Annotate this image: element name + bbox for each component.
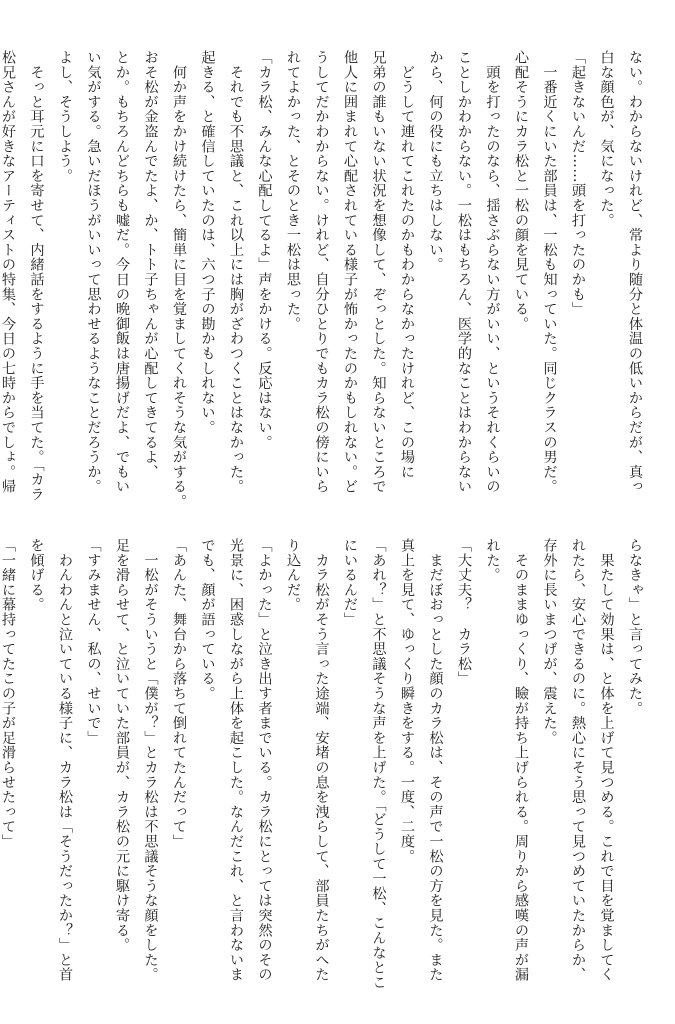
text-line: 光景に、困惑しながら上体を起こした。なんだこれ、と言わないま — [228, 538, 244, 982]
text-line: 一番近くにいた部員は、一松も知っていた。同じクラスの男だ。 — [541, 50, 558, 494]
text-line: れてよかった、とそのとき一松は思った。 — [285, 50, 301, 332]
text-line: 果たして効果は、と体を上げて見つめる。これで目を覚ましてく — [598, 538, 615, 982]
text-line: 頭を打ったのなら、揺さぶらない方がいい、というそれくらいの — [484, 50, 501, 494]
text-line: よし、そうしよう。 — [57, 50, 73, 184]
text-line: 「一緒に幕持ってたこの子が足滑らせたって」 — [0, 538, 16, 849]
text-line: 「よかった」と泣き出す者までいる。カラ松にとっては突然のその — [256, 538, 273, 982]
text-line: り込んだ。 — [285, 538, 301, 612]
text-line: 何か声をかけ続けたら、簡単に目を覚ましてくれそうな気がする。 — [171, 50, 187, 509]
text-line: ことしかわからない。一松はもちろん、医学的なことはわからない — [456, 50, 472, 494]
text-line: おそ松が金盗んでたよ、か、トト子ちゃんが心配してきてるよ、 — [142, 50, 159, 480]
text-line: カラ松がそう言った途端、安堵の息を洩らして、部員たちがへた — [313, 538, 330, 982]
text-line: わんわんと泣いている様子に、カラ松は「そうだったか？」と首 — [57, 538, 73, 982]
text-line: 「大丈夫？ カラ松」 — [456, 538, 472, 686]
text-line: から、何の役にも立ちはしない。 — [427, 50, 444, 272]
text-block-bottom — [0, 538, 649, 990]
text-line: 兄弟の誰もいない状況を想像して、ぞっとした。知らないところで — [370, 50, 387, 494]
text-block-top — [0, 50, 649, 509]
text-line: を傾げる。 — [28, 538, 45, 612]
text-line: そのままゆっくり、瞼が持ち上げられる。周りから感嘆の声が漏 — [513, 538, 529, 982]
text-line: 存外に長いまつげが、震えた。 — [541, 538, 558, 746]
text-line: 白な顔色が、気になった。 — [598, 50, 615, 228]
text-line: 足を滑らせて、と泣いていた部員が、カラ松の元に駆け寄る。 — [114, 538, 130, 953]
text-line: 真上を見て、ゆっくり瞬きをする。一度、二度。 — [399, 538, 415, 864]
text-line: 一松がそういうと「僕が？」とカラ松は不思議そうな顔をした。 — [142, 538, 159, 982]
text-line: 「あんた、舞台から落ちて倒れてたんだって」 — [171, 538, 187, 849]
text-line: らなきゃ」と言ってみた。 — [627, 538, 643, 716]
text-line: ない。わからないけれど、常より随分と体温の低いからだが、真っ — [627, 50, 643, 494]
text-line: それでも不思議と、これ以上には胸がざわつくことはなかった。 — [228, 50, 244, 494]
text-line: 心配そうにカラ松と一松の顔を見ている。 — [513, 50, 529, 332]
text-line: にいるんだ」 — [342, 538, 358, 627]
text-line: どうして連れてこれたのかもわからなかったけれど、この場に — [399, 50, 415, 480]
text-line: 「起きないんだ……頭を打ったのかも」 — [570, 50, 586, 317]
text-line: れたら、安心できるのに。熱心にそう思って見つめていたからか、 — [570, 538, 586, 982]
text-line: まだぼおっとした顔のカラ松は、その声で一松の方を見た。また — [427, 538, 444, 982]
text-line: とか。もちろんどちらも嘘だ。今日の晩御飯は唐揚げだよ、でもい — [114, 50, 130, 494]
text-line: 「あれ？」と不思議そうな声を上げた。「どうして一松、こんなとこ — [370, 538, 387, 990]
text-line: うしてだかわからない。けれど、自分ひとりでもカラ松の傍にいら — [313, 50, 330, 494]
text-line: い気がする。急いだほうがいいって思わせるようなことだろうか。 — [85, 50, 102, 494]
text-line: れた。 — [484, 538, 501, 583]
text-line: 「すみません、私の、せいで」 — [85, 538, 102, 746]
text-line: 「カラ松、みんな心配してるよ」声をかける。反応はない。 — [256, 50, 273, 450]
text-line: 松兄さんが好きなアーティストの特集、今日の七時からでしょ。帰 — [0, 50, 16, 494]
text-line: でも、顔が語っている。 — [199, 538, 216, 701]
text-line: 他人に囲まれて心配されている様子が怖かったのかもしれない。ど — [342, 50, 358, 494]
text-line: 起きる、と確信していたのは、六つ子の勘かもしれない。 — [199, 50, 216, 435]
text-line: そっと耳元に口を寄せて、内緒話をするように手を当てた。「カラ — [28, 50, 45, 502]
